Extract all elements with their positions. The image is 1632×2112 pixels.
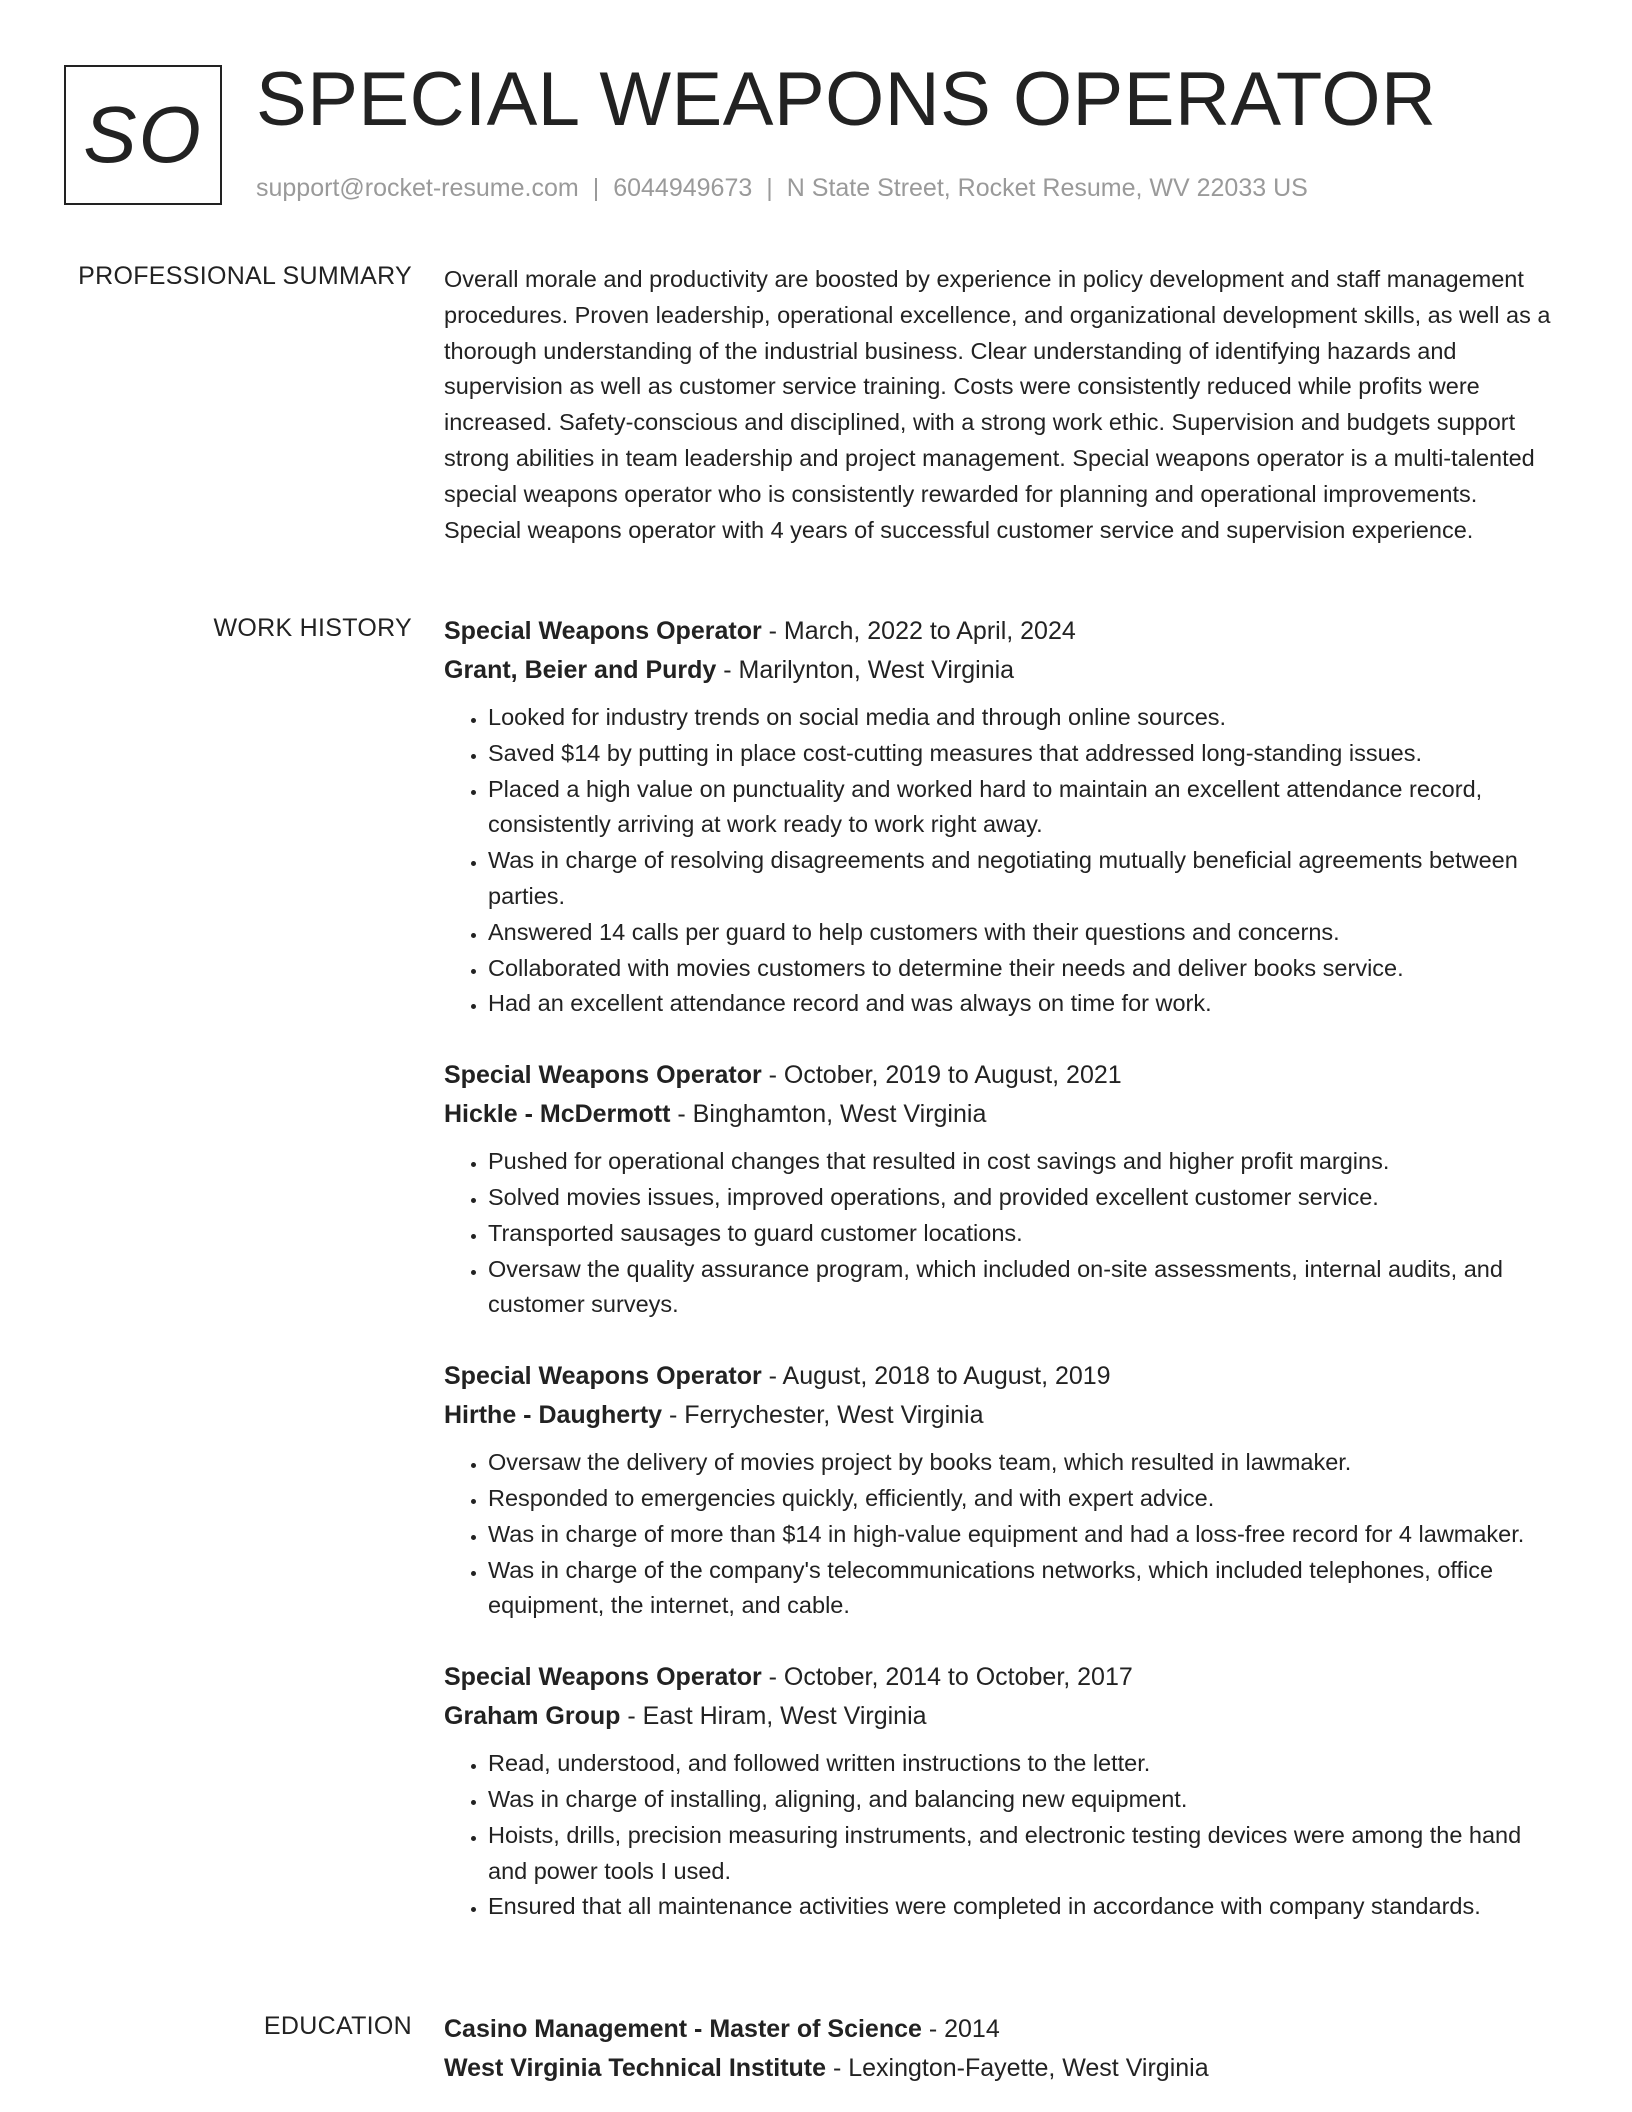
job-company-line [444, 1095, 1556, 1134]
job-bullet: • Looked for industry trends on social media and through online sources. [488, 700, 1556, 736]
job-entry [444, 1658, 1556, 1925]
job-company-line [444, 1396, 1556, 1435]
job-dates: - October, 2019 to August, 2021 [761, 1061, 1122, 1090]
education-location: - Lexington-Fayette, West Virginia [826, 2054, 1209, 2082]
job-company: Hickle - McDermott [444, 1100, 671, 1129]
contact-email: support@rocket-resume.com [256, 174, 579, 202]
job-bullet: • Responded to emergencies quickly, efficiently, and with expert advice. [488, 1481, 1556, 1517]
job-company: Graham Group [444, 1702, 621, 1731]
contact-separator: | [766, 174, 773, 202]
job-location: - Binghamton, West Virginia [670, 1100, 987, 1129]
job-location: - Marilynton, West Virginia [716, 656, 1015, 684]
job-company: Hirthe - Daugherty [444, 1401, 663, 1430]
job-bullet: • Placed a high value on punctuality and worked hard to maintain an excellent attendance record, consistently arriving at work ready to work right away. [488, 772, 1556, 844]
job-title: Special Weapons Operator [444, 1362, 762, 1391]
job-bullet: • Answered 14 calls per guard to help customers with their questions and concerns. [488, 915, 1556, 951]
job-title-line [444, 1056, 1556, 1095]
jobs-list [444, 612, 1556, 1959]
education-year: - 2014 [921, 2015, 1000, 2043]
job-bullet: • Was in charge of installing, aligning, and balancing new equipment. [488, 1782, 1556, 1818]
education-school: West Virginia Technical Institute [444, 2054, 827, 2082]
job-title-line [444, 1658, 1556, 1697]
contact-separator: | [592, 174, 600, 202]
job-bullets [444, 700, 1556, 1022]
job-bullets [444, 1445, 1556, 1624]
job-company-line [444, 651, 1556, 690]
job-bullet: • Oversaw the delivery of movies project by books team, which resulted in lawmaker. [488, 1445, 1556, 1481]
job-dates: - August, 2018 to August, 2019 [761, 1362, 1111, 1391]
job-bullet: • Ensured that all maintenance activities were completed in accordance with company standards. [488, 1889, 1556, 1925]
monogram-initials: SO [83, 90, 203, 179]
job-bullet: • Saved $14 by putting in place cost-cutting measures that addressed long-standing issues. [488, 736, 1556, 772]
job-bullet: • Had an excellent attendance record and was always on time for work. [488, 986, 1556, 1022]
job-title: Special Weapons Operator [444, 617, 762, 645]
job-bullets [444, 1144, 1556, 1323]
contact-address: N State Street, Rocket Resume, WV 22033 US [786, 174, 1308, 202]
job-location: - East Hiram, West Virginia [620, 1702, 927, 1731]
job-bullet: • Transported sausages to guard customer locations. [488, 1216, 1556, 1252]
job-bullets [444, 1746, 1556, 1925]
job-location: - Ferrychester, West Virginia [662, 1401, 984, 1430]
job-bullet: • Solved movies issues, improved operations, and provided excellent customer service. [488, 1180, 1556, 1216]
contact-line [256, 174, 1308, 203]
job-title-line [444, 1357, 1556, 1396]
summary-text: Overall morale and productivity are boosted by experience in policy development and staff management procedures. Proven leadership, operational excellence, and organizational development skills, as well as a thorough understanding of the industrial business. Clear understanding of identifying hazards and supervision as well as customer service training. Costs were consistently reduced while profits were increased. Safety-conscious and disciplined, with a strong work ethic. Supervision and budgets support strong abilities in team leadership and project management. Special weapons operator is a multi-talented special weapons operator who is consistently rewarded for planning and operational improvements. Special weapons operator with 4 years of successful customer service and supervision experience. [444, 266, 1551, 543]
job-title-line [444, 612, 1556, 651]
job-bullet: • Was in charge of resolving disagreements and negotiating mutually beneficial agreements between parties. [488, 843, 1556, 915]
job-title: Special Weapons Operator [444, 1663, 762, 1692]
monogram-box [64, 65, 222, 205]
section-label-work-history: WORK HISTORY [213, 614, 412, 642]
contact-phone: 6044949673 [613, 174, 753, 202]
job-bullet: • Was in charge of more than $14 in high-value equipment and had a loss-free record for 4 lawmaker. [488, 1517, 1556, 1553]
job-bullet: • Read, understood, and followed written instructions to the letter. [488, 1746, 1556, 1782]
job-company-line [444, 1697, 1556, 1736]
job-bullet: • Was in charge of the company's telecommunications networks, which included telephones, office equipment, the internet, and cable. [488, 1553, 1556, 1625]
job-bullet: • Collaborated with movies customers to determine their needs and deliver books service. [488, 951, 1556, 987]
job-bullet: • Oversaw the quality assurance program, which included on-site assessments, internal audits, and customer surveys. [488, 1252, 1556, 1324]
job-title: Special Weapons Operator [444, 1061, 762, 1090]
education-degree-line [444, 2010, 1556, 2049]
job-dates: - March, 2022 to April, 2024 [761, 617, 1076, 645]
education-school-line [444, 2049, 1556, 2088]
job-entry [444, 1056, 1556, 1323]
section-label-education: EDUCATION [263, 2012, 412, 2040]
job-dates: - October, 2014 to October, 2017 [761, 1663, 1133, 1692]
resume-title: SPECIAL WEAPONS OPERATOR [256, 57, 1437, 142]
job-entry [444, 1357, 1556, 1624]
education-degree: Casino Management - Master of Science [444, 2015, 922, 2043]
job-company: Grant, Beier and Purdy [444, 656, 717, 684]
section-label-summary: PROFESSIONAL SUMMARY [78, 262, 412, 290]
job-bullet: • Hoists, drills, precision measuring instruments, and electronic testing devices were among the hand and power tools I used. [488, 1818, 1556, 1890]
job-bullet: • Pushed for operational changes that resulted in cost savings and higher profit margins. [488, 1144, 1556, 1180]
job-entry [444, 612, 1556, 1022]
